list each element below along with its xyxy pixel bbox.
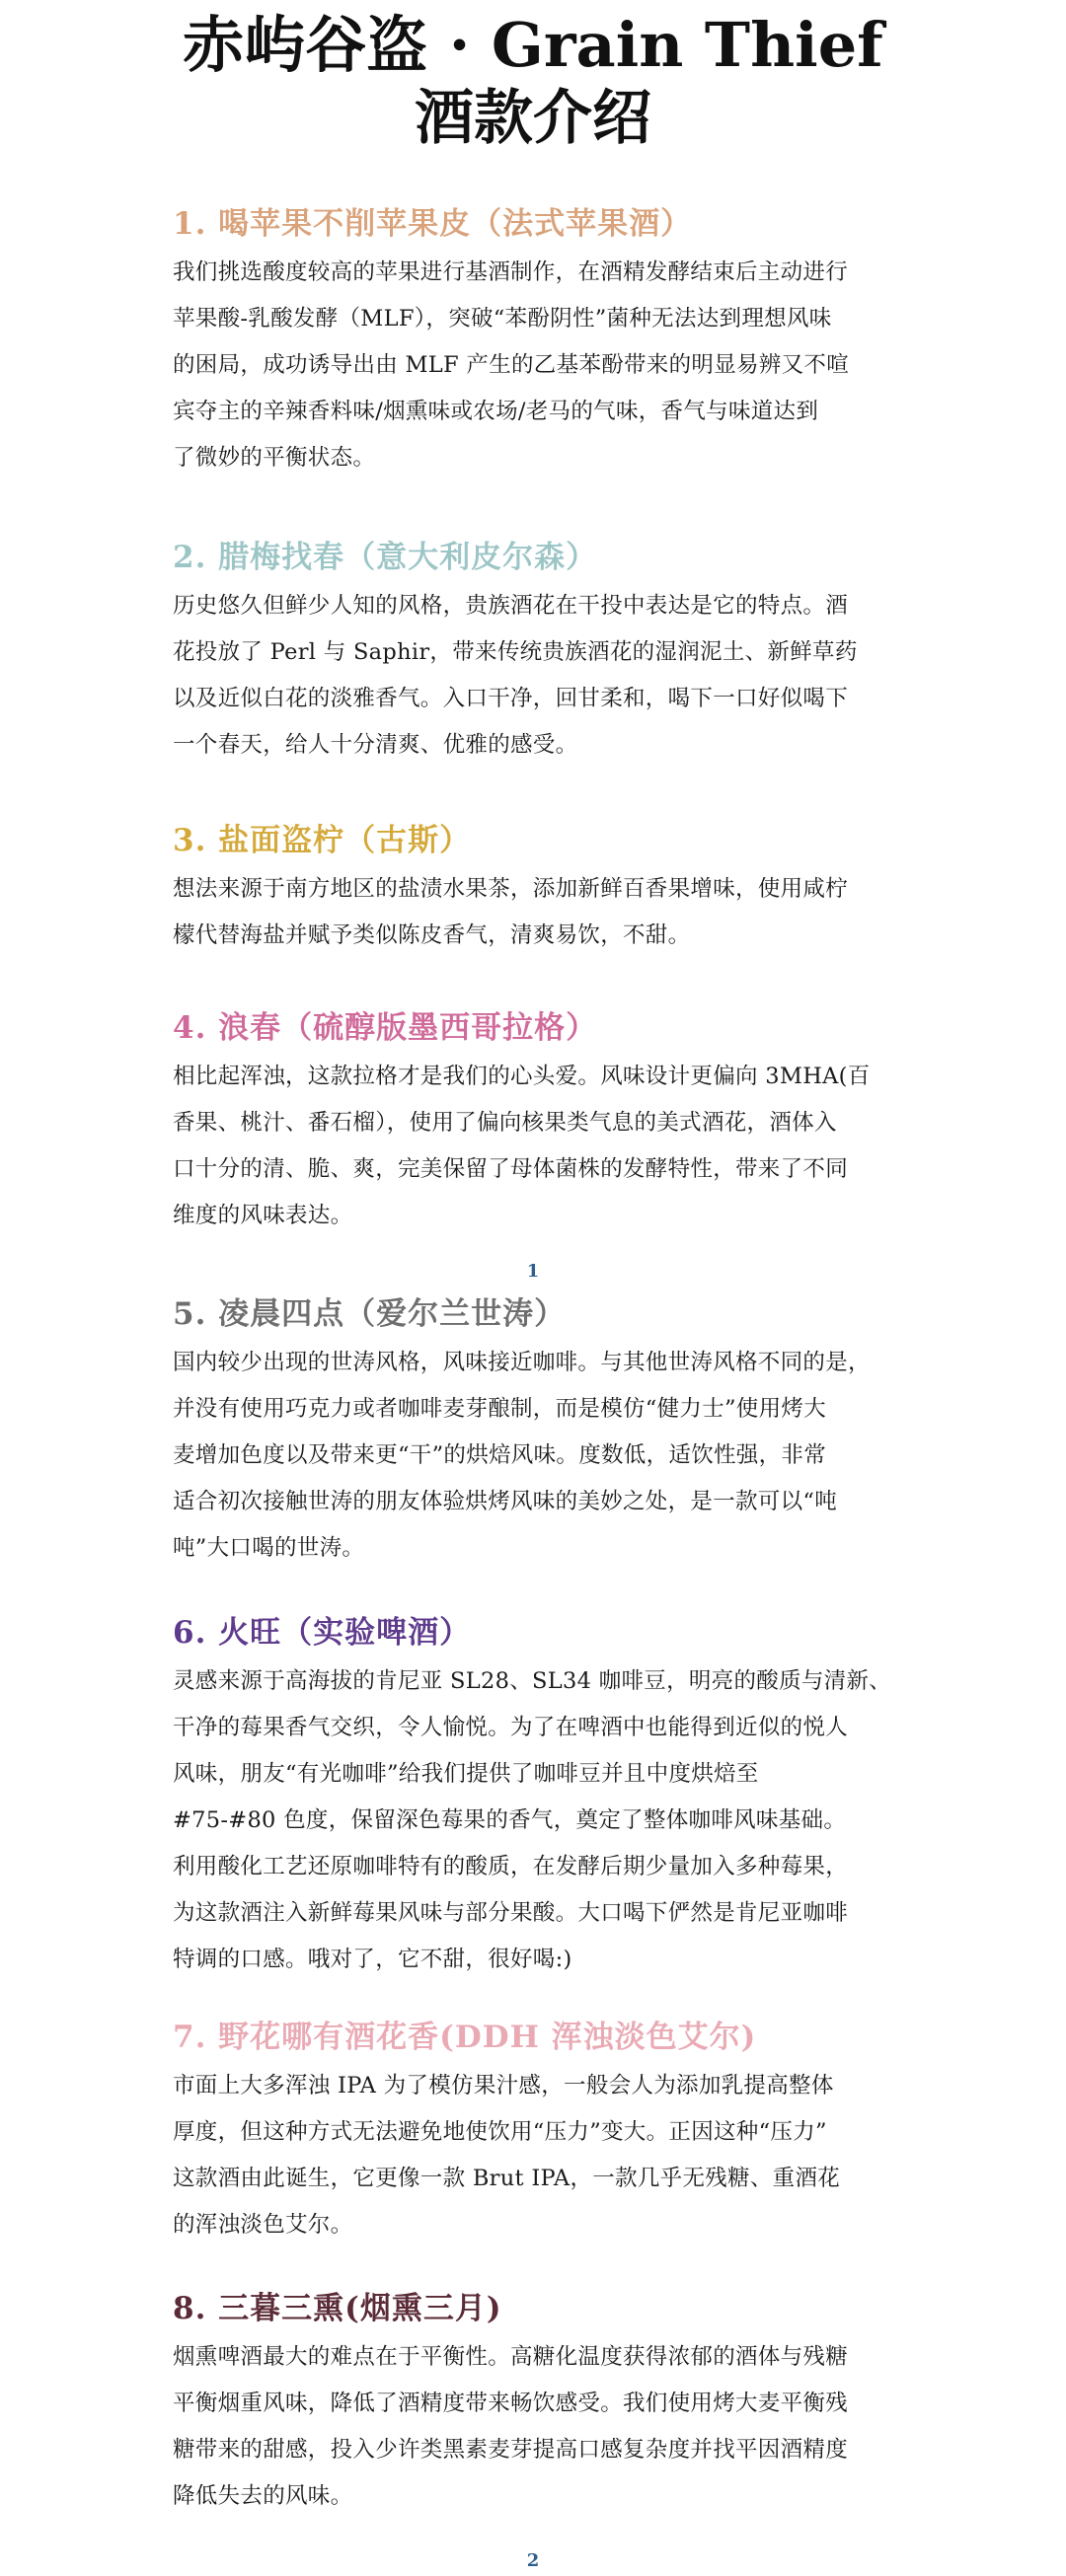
section-6-line: #75-#80 色度，保留深色莓果的香气，奠定了整体咖啡风味基础。 <box>173 1807 847 1833</box>
section-6-title: 6. 火旺（实验啤酒） <box>173 1615 472 1651</box>
section-2-line: 以及近似白花的淡雅香气。入口干净，回甘柔和，喝下一口好似喝下 <box>173 686 849 711</box>
section-5 <box>173 1292 903 1572</box>
section-6 <box>173 1611 903 1983</box>
page-subtitle: 酒款介绍 <box>415 84 651 153</box>
section-2-body <box>173 583 903 769</box>
section-4 <box>173 1006 903 1239</box>
page-title: 赤屿谷盗 · Grain Thief <box>183 9 883 81</box>
section-2-title: 2. 腊梅找春（意大利皮尔森） <box>173 540 598 575</box>
page-number: 2 <box>526 2550 540 2571</box>
section-6-line: 干净的莓果香气交织，令人愉悦。为了在啤酒中也能得到近似的悦人 <box>173 1715 849 1740</box>
section-8 <box>173 2287 903 2520</box>
section-4-line: 相比起浑浊，这款拉格才是我们的心头爱。风味设计更偏向 3MHA(百 <box>173 1064 871 1089</box>
section-6-line: 风味，朋友“有光咖啡”给我们提供了咖啡豆并且中度烘焙至 <box>173 1761 759 1787</box>
section-7-line: 市面上大多浑浊 IPA 为了模仿果汁感，一般会人为添加乳提高整体 <box>173 2073 834 2098</box>
section-7 <box>173 2016 903 2248</box>
page-number: 1 <box>526 1261 540 1282</box>
section-4-line: 维度的风味表达。 <box>173 1203 353 1228</box>
section-3 <box>173 819 903 959</box>
section-5-body <box>173 1340 903 1572</box>
section-5-line: 吨”大口喝的世涛。 <box>173 1535 365 1561</box>
section-2-line: 历史悠久但鲜少人知的风格，贵族酒花在干投中表达是它的特点。酒 <box>173 593 849 619</box>
section-5-title: 5. 凌晨四点（爱尔兰世涛） <box>173 1296 567 1332</box>
section-6-line: 利用酸化工艺还原咖啡特有的酸质，在发酵后期少量加入多种莓果， <box>173 1854 849 1879</box>
section-7-title: 7. 野花哪有酒花香(DDH 浑浊淡色艾尔) <box>173 2020 757 2055</box>
section-7-body <box>173 2063 903 2248</box>
section-3-line: 檬代替海盐并赋予类似陈皮香气，清爽易饮，不甜。 <box>173 922 691 948</box>
section-4-body <box>173 1054 903 1239</box>
section-8-body <box>173 2334 903 2520</box>
section-8-title: 8. 三暮三熏(烟熏三月) <box>173 2291 502 2326</box>
section-1 <box>173 202 903 481</box>
section-3-body <box>173 866 903 959</box>
section-2-line: 一个春天，给人十分清爽、优雅的感受。 <box>173 732 578 758</box>
section-6-line: 特调的口感。哦对了，它不甜，很好喝:) <box>173 1947 572 1972</box>
section-1-title: 1. 喝苹果不削苹果皮（法式苹果酒） <box>173 206 693 242</box>
section-1-line: 我们挑选酸度较高的苹果进行基酒制作，在酒精发酵结束后主动进行 <box>173 259 849 285</box>
section-6-line: 灵感来源于高海拔的肯尼亚 SL28、SL34 咖啡豆，明亮的酸质与清新、 <box>173 1668 892 1694</box>
section-1-line: 的困局，成功诱导出由 MLF 产生的乙基苯酚带来的明显易辨又不喧 <box>173 352 849 378</box>
section-8-line: 降低失去的风味。 <box>173 2483 353 2509</box>
section-7-line: 的浑浊淡色艾尔。 <box>173 2212 353 2238</box>
section-5-line: 并没有使用巧克力或者咖啡麦芽酿制，而是模仿“健力士”使用烤大 <box>173 1396 827 1422</box>
section-4-line: 口十分的清、脆、爽，完美保留了母体菌株的发酵特性，带来了不同 <box>173 1156 849 1182</box>
section-8-line: 糖带来的甜感，投入少许类黑素麦芽提高口感复杂度并找平因酒精度 <box>173 2437 849 2463</box>
section-1-body <box>173 250 903 481</box>
section-1-line: 苹果酸-乳酸发酵（MLF），突破“苯酚阴性”菌种无法达到理想风味 <box>173 306 832 331</box>
section-3-title: 3. 盐面盗柠（古斯） <box>173 823 472 858</box>
section-1-line: 了微妙的平衡状态。 <box>173 445 376 471</box>
section-5-line: 国内较少出现的世涛风格，风味接近咖啡。与其他世涛风格不同的是， <box>173 1350 871 1375</box>
section-4-title: 4. 浪春（硫醇版墨西哥拉格） <box>173 1010 598 1046</box>
section-6-line: 为这款酒注入新鲜莓果风味与部分果酸。大口喝下俨然是肯尼亚咖啡 <box>173 1900 849 1926</box>
section-6-body <box>173 1658 903 1983</box>
section-5-line: 麦增加色度以及带来更“干”的烘焙风味。度数低，适饮性强，非常 <box>173 1442 827 1468</box>
section-7-line: 厚度，但这种方式无法避免地使饮用“压力”变大。正因这种“压力” <box>173 2119 827 2145</box>
section-1-line: 宾夺主的辛辣香料味/烟熏味或农场/老马的气味，香气与味道达到 <box>173 399 819 424</box>
section-8-line: 平衡烟重风味，降低了酒精度带来畅饮感受。我们使用烤大麦平衡残 <box>173 2391 849 2416</box>
section-8-line: 烟熏啤酒最大的难点在于平衡性。高糖化温度获得浓郁的酒体与残糖 <box>173 2344 849 2370</box>
section-4-line: 香果、桃汁、番石榴），使用了偏向核果类气息的美式酒花，酒体入 <box>173 1110 837 1136</box>
section-3-line: 想法来源于南方地区的盐渍水果茶，添加新鲜百香果增味，使用咸柠 <box>173 876 849 902</box>
section-7-line: 这款酒由此诞生，它更像一款 Brut IPA，一款几乎无残糖、重酒花 <box>173 2166 841 2191</box>
section-5-line: 适合初次接触世涛的朋友体验烘烤风味的美妙之处，是一款可以“吨 <box>173 1489 838 1514</box>
section-2 <box>173 536 903 769</box>
section-2-line: 花投放了 Perl 与 Saphir，带来传统贵族酒花的湿润泥土、新鲜草药 <box>173 639 858 665</box>
